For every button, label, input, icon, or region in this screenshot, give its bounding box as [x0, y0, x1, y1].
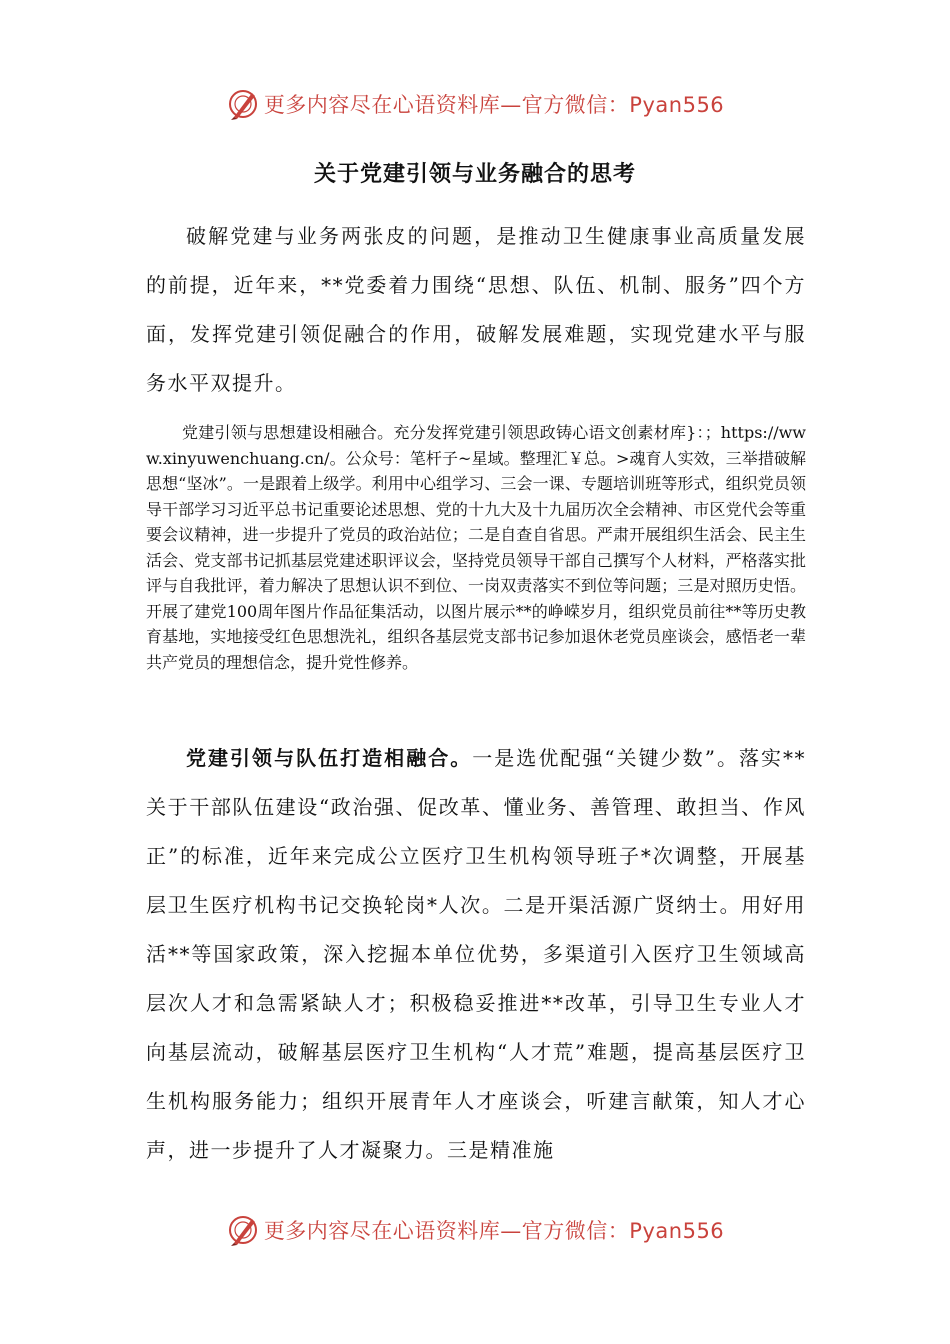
pen-logo-icon — [226, 87, 260, 121]
footer-banner-text: 更多内容尽在心语资料库—官方微信：Pyan556 — [263, 1219, 725, 1243]
header-banner-text: 更多内容尽在心语资料库—官方微信：Pyan556 — [263, 93, 725, 117]
team-heading: 党建引领与队伍打造相融合。 — [186, 746, 473, 770]
document-title: 关于党建引领与业务融合的思考 — [313, 162, 636, 187]
team-paragraph-text: 一是选优配强“关键少数”。落实**关于干部队伍建设“政治强、促改革、懂业务、善管理、敢担当、作风正”的标准，近年来完成公立医疗卫生机构领导班子*次调整，开展基层卫生医疗机构书记交换轮岗*人次。二是开渠活源广贤纳士。用好用活**等国家政策，深入挖掘本单位优势，多渠道引入医疗卫生领域高层次人才和急需紧缺人才；积极稳妥推进**改革，引导卫生专业人才向基层流动，破解基层医疗卫生机构“人才荒”难题，提高基层医疗卫生机构服务能力；组织开展青年人才座谈会，听建言献策，知人才心声，进一步提升了人才凝聚力。三是精准施 — [146, 746, 807, 1162]
team-paragraph — [146, 734, 806, 1175]
pen-logo-icon — [226, 1213, 260, 1247]
thought-paragraph: 党建引领与思想建设相融合。充分发挥党建引领思政铸心语文创素材库}：；https://www.xinyuwenchuang.cn/。公众号：笔杆子~星域。整理汇￥总。>魂育人实效，三举措破解思想“坚冰”。一是跟着上级学。利用中心组学习、三会一课、专题培训班等形式，组织党员领导干部学习习近平总书记重要论述思想、党的十九大及十九届历次全会精神、市区党代会等重要会议精神，进一步提升了党员的政治站位；二是自查自省思。严肃开展组织生活会、民主生活会、党支部书记抓基层党建述职评议会，坚持党员领导干部自己撰写个人材料，严格落实批评与自我批评，着力解决了思想认识不到位、一岗双责落实不到位等问题；三是对照历史悟。开展了建党100周年图片作品征集活动，以图片展示**的峥嵘岁月，组织党员前往**等历史教育基地，实地接受红色思想洗礼，组织各基层党支部书记参加退休老党员座谈会，感悟老一辈共产党员的理想信念，提升党性修养。 — [146, 423, 806, 672]
intro-paragraph: 破解党建与业务两张皮的问题，是推动卫生健康事业高质量发展的前提，近年来，**党委着力围绕“思想、队伍、机制、服务”四个方面，发挥党建引领促融合的作用，破解发展难题，实现党建水平与服务水平双提升。 — [146, 224, 806, 395]
header-banner — [0, 84, 950, 124]
footer-banner — [0, 1210, 950, 1250]
